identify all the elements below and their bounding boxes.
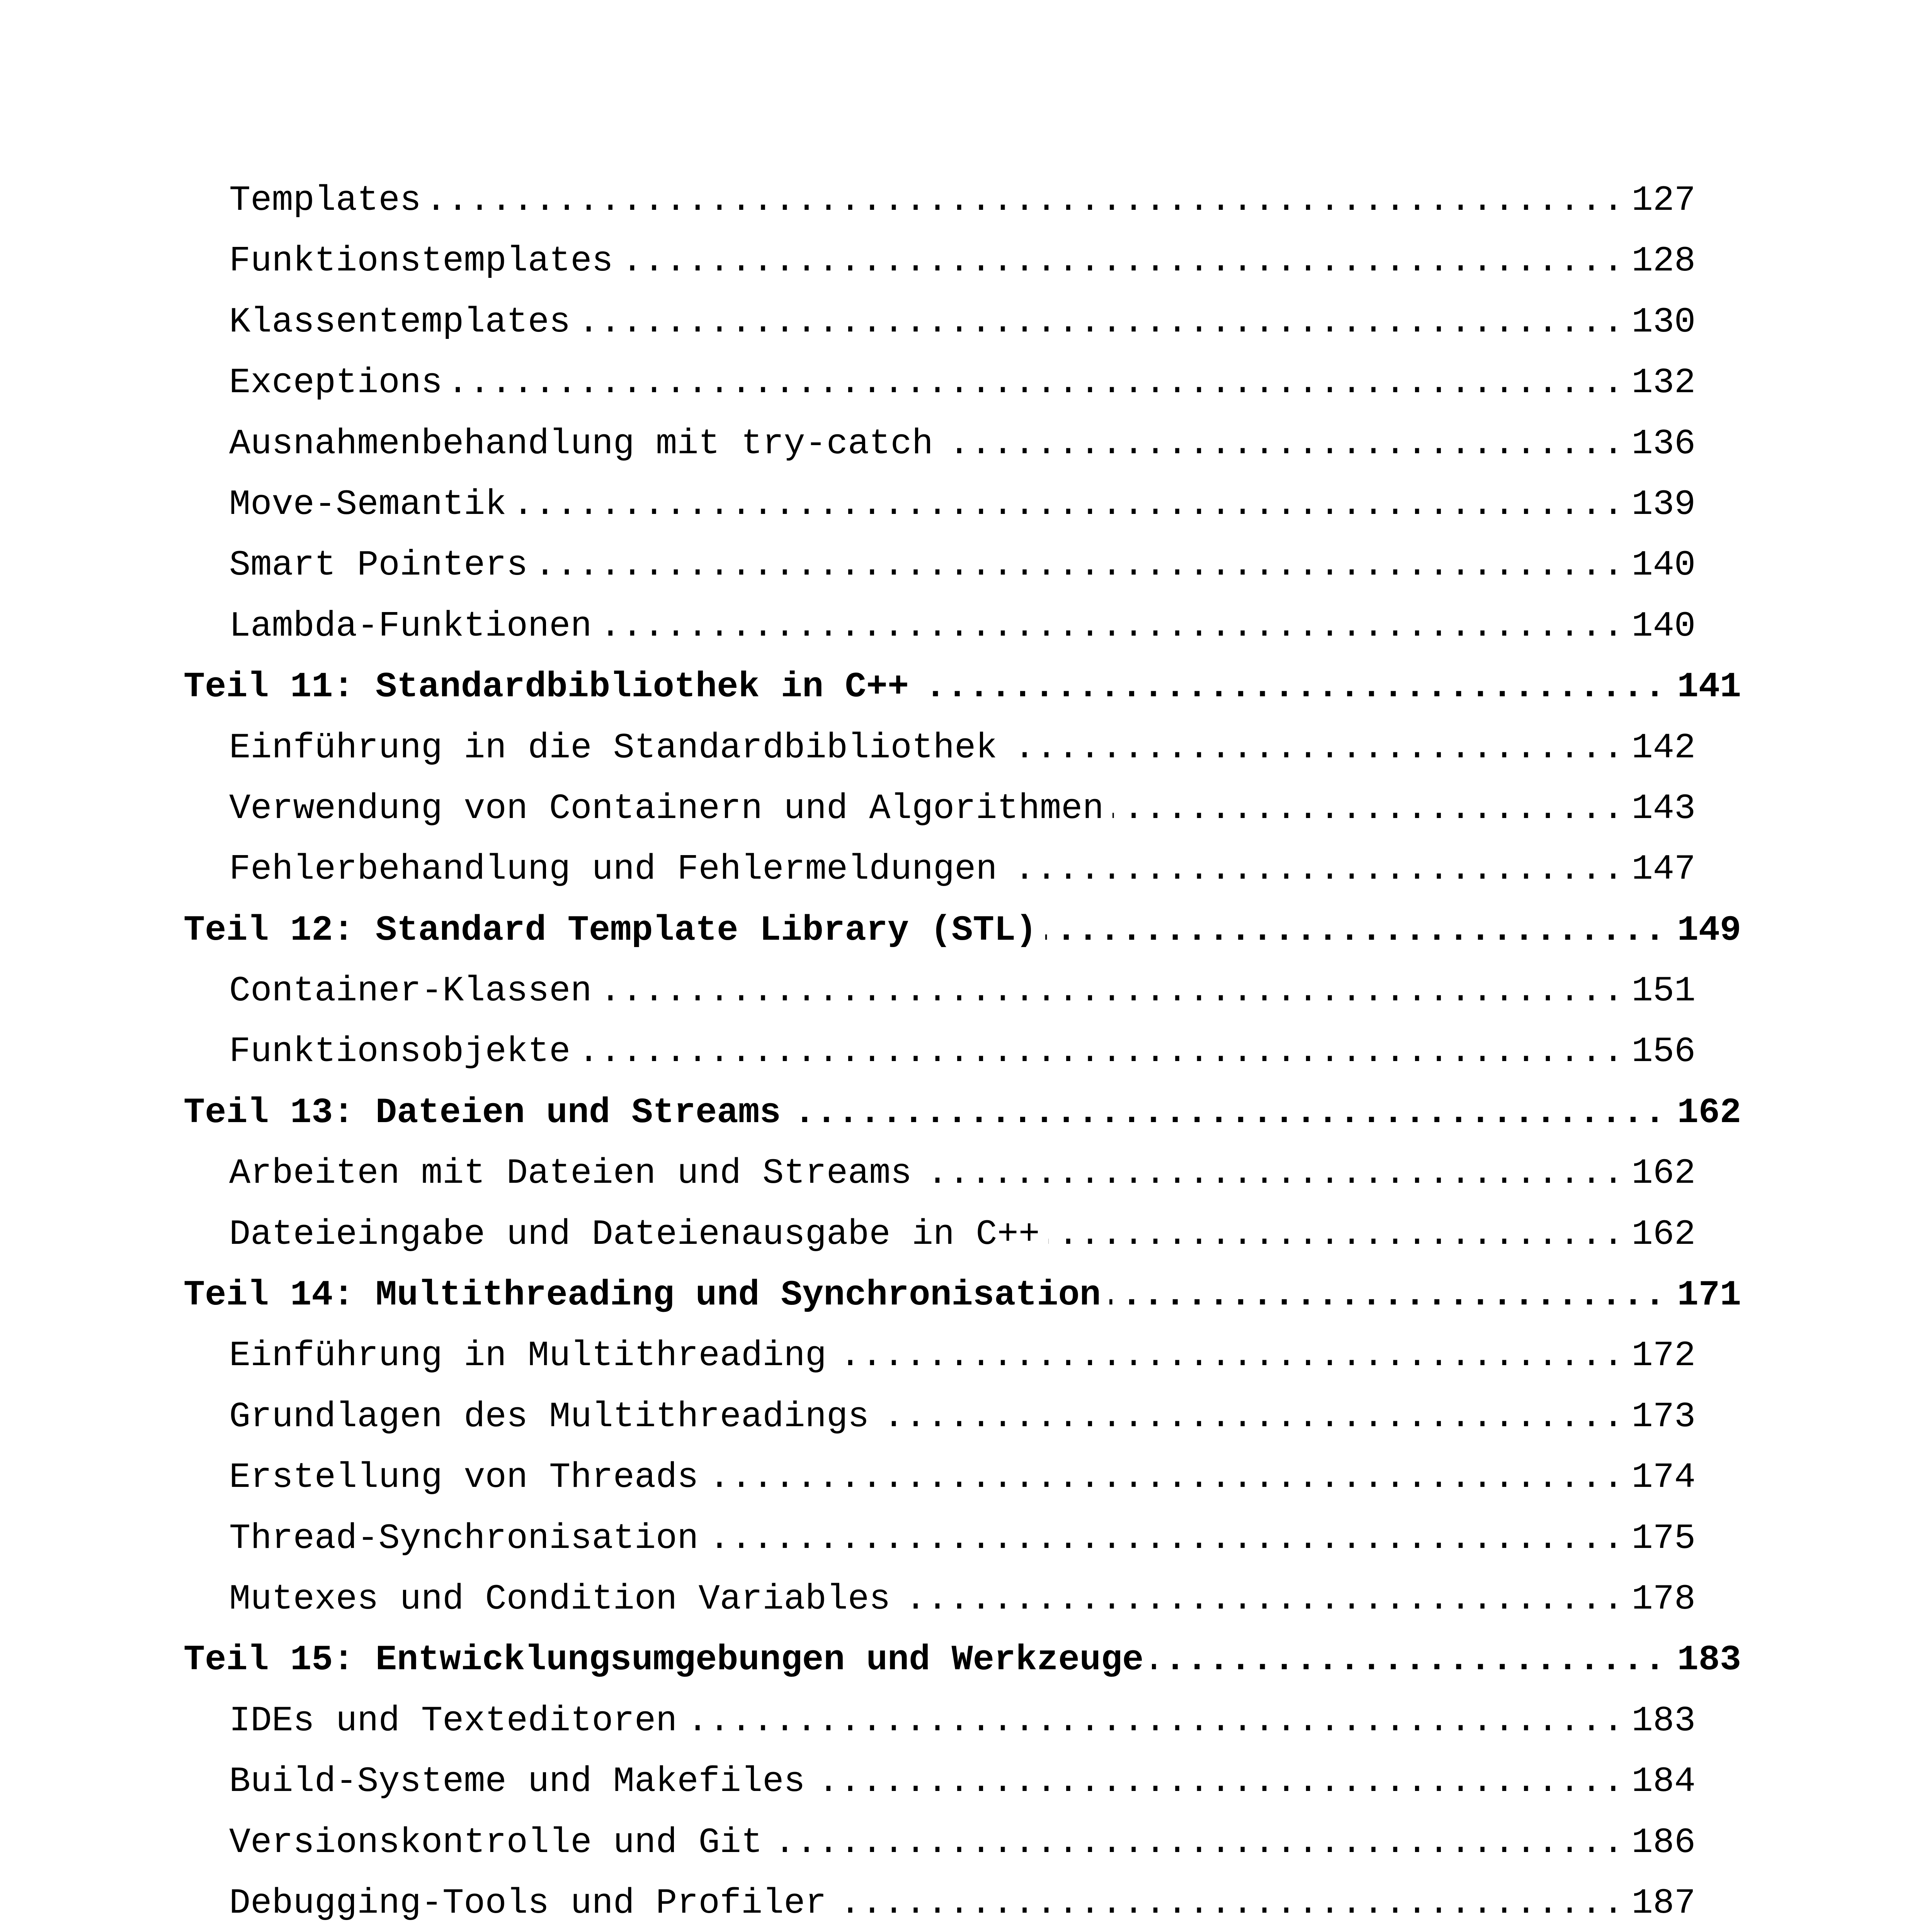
toc-entry-title: Build-Systeme und Makefiles [229, 1751, 814, 1812]
toc-entry-title: Move-Semantik [229, 474, 515, 535]
toc-entry-title: Funktionsobjekte [229, 1021, 579, 1082]
toc-section-entry[interactable] [229, 961, 1696, 1021]
toc-section-entry[interactable] [229, 718, 1696, 778]
toc-section-entry[interactable] [229, 413, 1696, 474]
toc-entry-title: Dateieingabe und Dateienausgabe in C++ [229, 1204, 1048, 1265]
toc-entry-page-number: 184 [1623, 1751, 1696, 1812]
toc-section-entry[interactable] [229, 1447, 1696, 1508]
toc-entry-page-number: 130 [1623, 292, 1696, 352]
toc-section-entry[interactable] [229, 1751, 1696, 1812]
toc-entry-title: Exceptions [229, 352, 451, 413]
toc-entry-page-number: 174 [1623, 1447, 1696, 1508]
toc-section-entry[interactable] [229, 1690, 1696, 1751]
toc-part-entry[interactable] [184, 1082, 1741, 1143]
toc-section-entry[interactable] [229, 231, 1696, 291]
toc-section-entry[interactable] [229, 596, 1696, 656]
toc-entry-title: Teil 12: Standard Template Library (STL) [184, 900, 1045, 961]
toc-section-entry[interactable] [229, 535, 1696, 595]
toc-entry-title: Grundlagen des Multithreadings [229, 1386, 878, 1447]
toc-section-entry[interactable] [229, 1873, 1696, 1932]
toc-entry-title: Klassentemplates [229, 292, 579, 352]
toc-entry-title: Funktionstemplates [229, 231, 622, 291]
toc-entry-page-number: 183 [1669, 1629, 1741, 1690]
toc-entry-title: Verwendung von Containern und Algorithmen [229, 778, 1112, 839]
toc-section-entry[interactable] [229, 474, 1696, 535]
toc-entry-page-number: 128 [1623, 231, 1696, 291]
toc-section-entry[interactable] [229, 1812, 1696, 1873]
toc-section-entry[interactable] [229, 352, 1696, 413]
toc-section-entry[interactable] [229, 1021, 1696, 1082]
toc-section-entry[interactable] [229, 778, 1696, 839]
toc-entry-page-number: 147 [1623, 839, 1696, 900]
toc-section-entry[interactable] [229, 170, 1696, 231]
toc-entry-title: Ausnahmenbehandlung mit try-catch [229, 413, 942, 474]
toc-entry-title: Einführung in die Standardbibliothek [229, 718, 1006, 778]
toc-entry-page-number: 183 [1623, 1690, 1696, 1751]
toc-section-entry[interactable] [229, 292, 1696, 352]
toc-entry-title: Teil 11: Standardbibliothek in C++ [184, 656, 917, 717]
toc-entry-title: IDEs und Texteditoren [229, 1690, 685, 1751]
dot-leader [229, 170, 1696, 231]
toc-entry-page-number: 141 [1669, 656, 1741, 717]
toc-entry-page-number: 175 [1623, 1508, 1696, 1569]
toc-entry-title: Container-Klassen [229, 961, 600, 1021]
toc-entry-page-number: 172 [1623, 1325, 1696, 1386]
toc-section-entry[interactable] [229, 1325, 1696, 1386]
toc-part-entry[interactable] [184, 900, 1741, 961]
toc-entry-page-number: 149 [1669, 900, 1741, 961]
toc-section-entry[interactable] [229, 1386, 1696, 1447]
toc-entry-page-number: 156 [1623, 1021, 1696, 1082]
toc-entry-page-number: 162 [1623, 1204, 1696, 1265]
toc-entry-title: Debugging-Tools und Profiler [229, 1873, 835, 1932]
toc-entry-page-number: 140 [1623, 596, 1696, 656]
toc-entry-page-number: 142 [1623, 718, 1696, 778]
toc-part-entry[interactable] [184, 1265, 1741, 1325]
toc-entry-title: Arbeiten mit Dateien und Streams [229, 1143, 920, 1204]
toc-entry-title: Einführung in Multithreading [229, 1325, 835, 1386]
table-of-contents [0, 170, 1917, 1932]
toc-entry-title: Templates [229, 170, 430, 231]
toc-entry-page-number: 127 [1623, 170, 1696, 231]
toc-entry-page-number: 139 [1623, 474, 1696, 535]
toc-entry-title: Teil 14: Multithreading und Synchronisation [184, 1265, 1109, 1325]
toc-entry-title: Smart Pointers [229, 535, 536, 595]
toc-entry-page-number: 140 [1623, 535, 1696, 595]
toc-section-entry[interactable] [229, 1204, 1696, 1265]
toc-part-entry[interactable] [184, 656, 1741, 717]
toc-entry-title: Fehlerbehandlung und Fehlermeldungen [229, 839, 1006, 900]
toc-entry-page-number: 162 [1669, 1082, 1741, 1143]
toc-entry-page-number: 178 [1623, 1569, 1696, 1629]
toc-entry-title: Lambda-Funktionen [229, 596, 600, 656]
toc-entry-page-number: 132 [1623, 352, 1696, 413]
toc-entry-title: Teil 13: Dateien und Streams [184, 1082, 789, 1143]
toc-entry-page-number: 151 [1623, 961, 1696, 1021]
toc-entry-page-number: 187 [1623, 1873, 1696, 1932]
toc-section-entry[interactable] [229, 839, 1696, 900]
toc-entry-page-number: 171 [1669, 1265, 1741, 1325]
toc-section-entry[interactable] [229, 1508, 1696, 1569]
toc-entry-title: Mutexes und Condition Variables [229, 1569, 899, 1629]
toc-entry-page-number: 143 [1623, 778, 1696, 839]
toc-entry-title: Teil 15: Entwicklungsumgebungen und Werkzeuge [184, 1629, 1152, 1690]
toc-entry-page-number: 136 [1623, 413, 1696, 474]
toc-entry-title: Thread-Synchronisation [229, 1508, 707, 1569]
toc-section-entry[interactable] [229, 1569, 1696, 1629]
toc-entry-page-number: 162 [1623, 1143, 1696, 1204]
toc-entry-page-number: 186 [1623, 1812, 1696, 1873]
toc-entry-title: Versionskontrolle und Git [229, 1812, 771, 1873]
toc-entry-page-number: 173 [1623, 1386, 1696, 1447]
toc-part-entry[interactable] [184, 1629, 1741, 1690]
toc-entry-title: Erstellung von Threads [229, 1447, 707, 1508]
toc-section-entry[interactable] [229, 1143, 1696, 1204]
